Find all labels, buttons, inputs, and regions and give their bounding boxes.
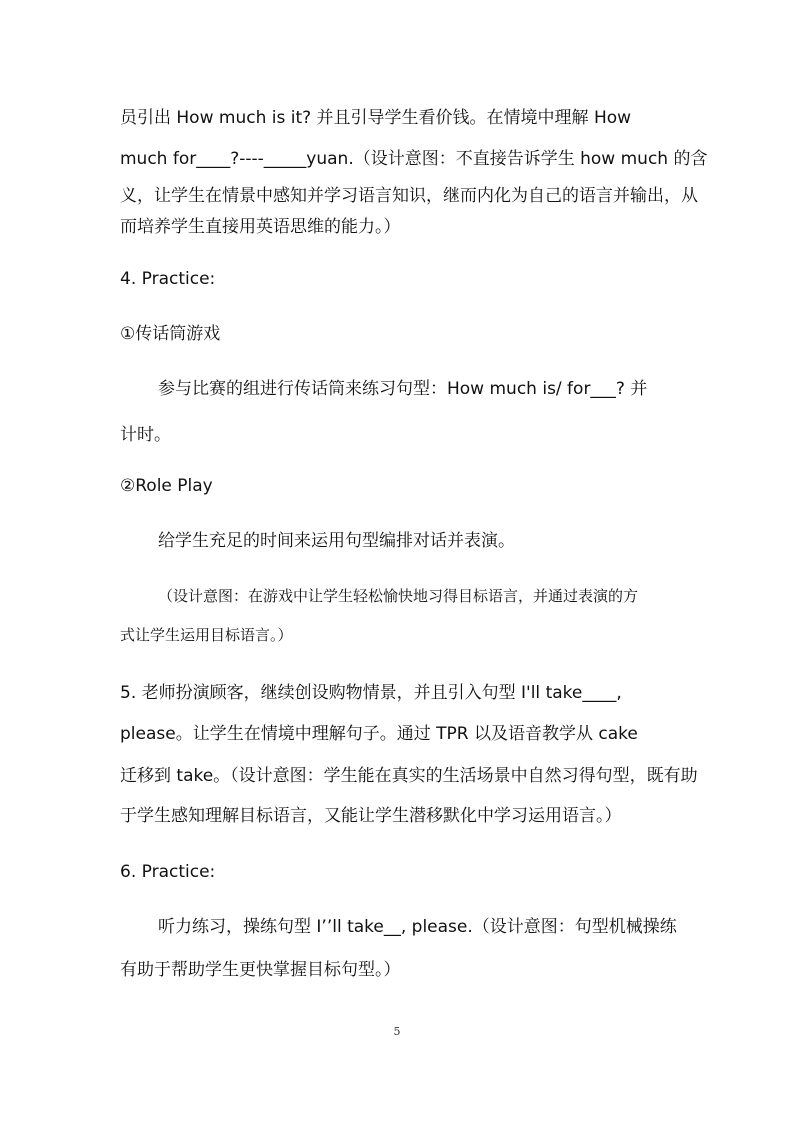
paragraph-line-6-1: 听力练习，操练句型 I’’ll take__, please.（设计意图：句型机械操练	[158, 917, 677, 937]
paragraph-line-5-2: please。让学生在情境中理解句子。通过 TPR 以及语音教学从 cake	[120, 724, 638, 744]
paragraph-line-4: 而培养学生直接用英语思维的能力。）	[120, 217, 401, 237]
paragraph-line-game-description: 参与比赛的组进行传话筒来练习句型：How much is/ for___? 并	[158, 379, 648, 399]
design-intent-note-line-2: 式让学生运用目标语言。）	[120, 626, 293, 644]
section-heading-practice-6: 6. Practice:	[120, 862, 216, 882]
paragraph-line-3: 义，让学生在情景中感知并学习语言知识，继而内化为自己的语言并输出，从	[120, 186, 698, 206]
page-number: 5	[393, 1025, 401, 1038]
paragraph-line-5-3: 迁移到 take。（设计意图：学生能在真实的生活场景中自然习得句型，既有助	[120, 766, 698, 786]
paragraph-line-game-description-continued: 计时。	[120, 425, 171, 445]
paragraph-line-5-4: 于学生感知理解目标语言，又能让学生潜移默化中学习运用语言。）	[120, 806, 622, 826]
design-intent-note-line-1: （设计意图：在游戏中让学生轻松愉快地习得目标语言，并通过表演的方	[158, 587, 639, 605]
paragraph-line-6-2: 有助于帮助学生更快掌握目标句型。）	[120, 960, 401, 980]
activity-heading-role-play: ②Role Play	[120, 476, 213, 496]
paragraph-line-role-play-description: 给学生充足的时间来运用句型编排对话并表演。	[158, 531, 515, 551]
paragraph-line-5-1: 5. 老师扮演顾客，继续创设购物情景，并且引入句型 I'll take____,	[120, 683, 622, 703]
section-heading-practice-4: 4. Practice:	[120, 269, 216, 289]
paragraph-line-1: 员引出 How much is it? 并且引导学生看价钱。在情境中理解 How	[120, 108, 632, 128]
activity-heading-telephone-game: ①传话筒游戏	[120, 324, 221, 344]
paragraph-line-2: much for____?----_____yuan.（设计意图：不直接告诉学生 how much 的含	[120, 149, 708, 169]
